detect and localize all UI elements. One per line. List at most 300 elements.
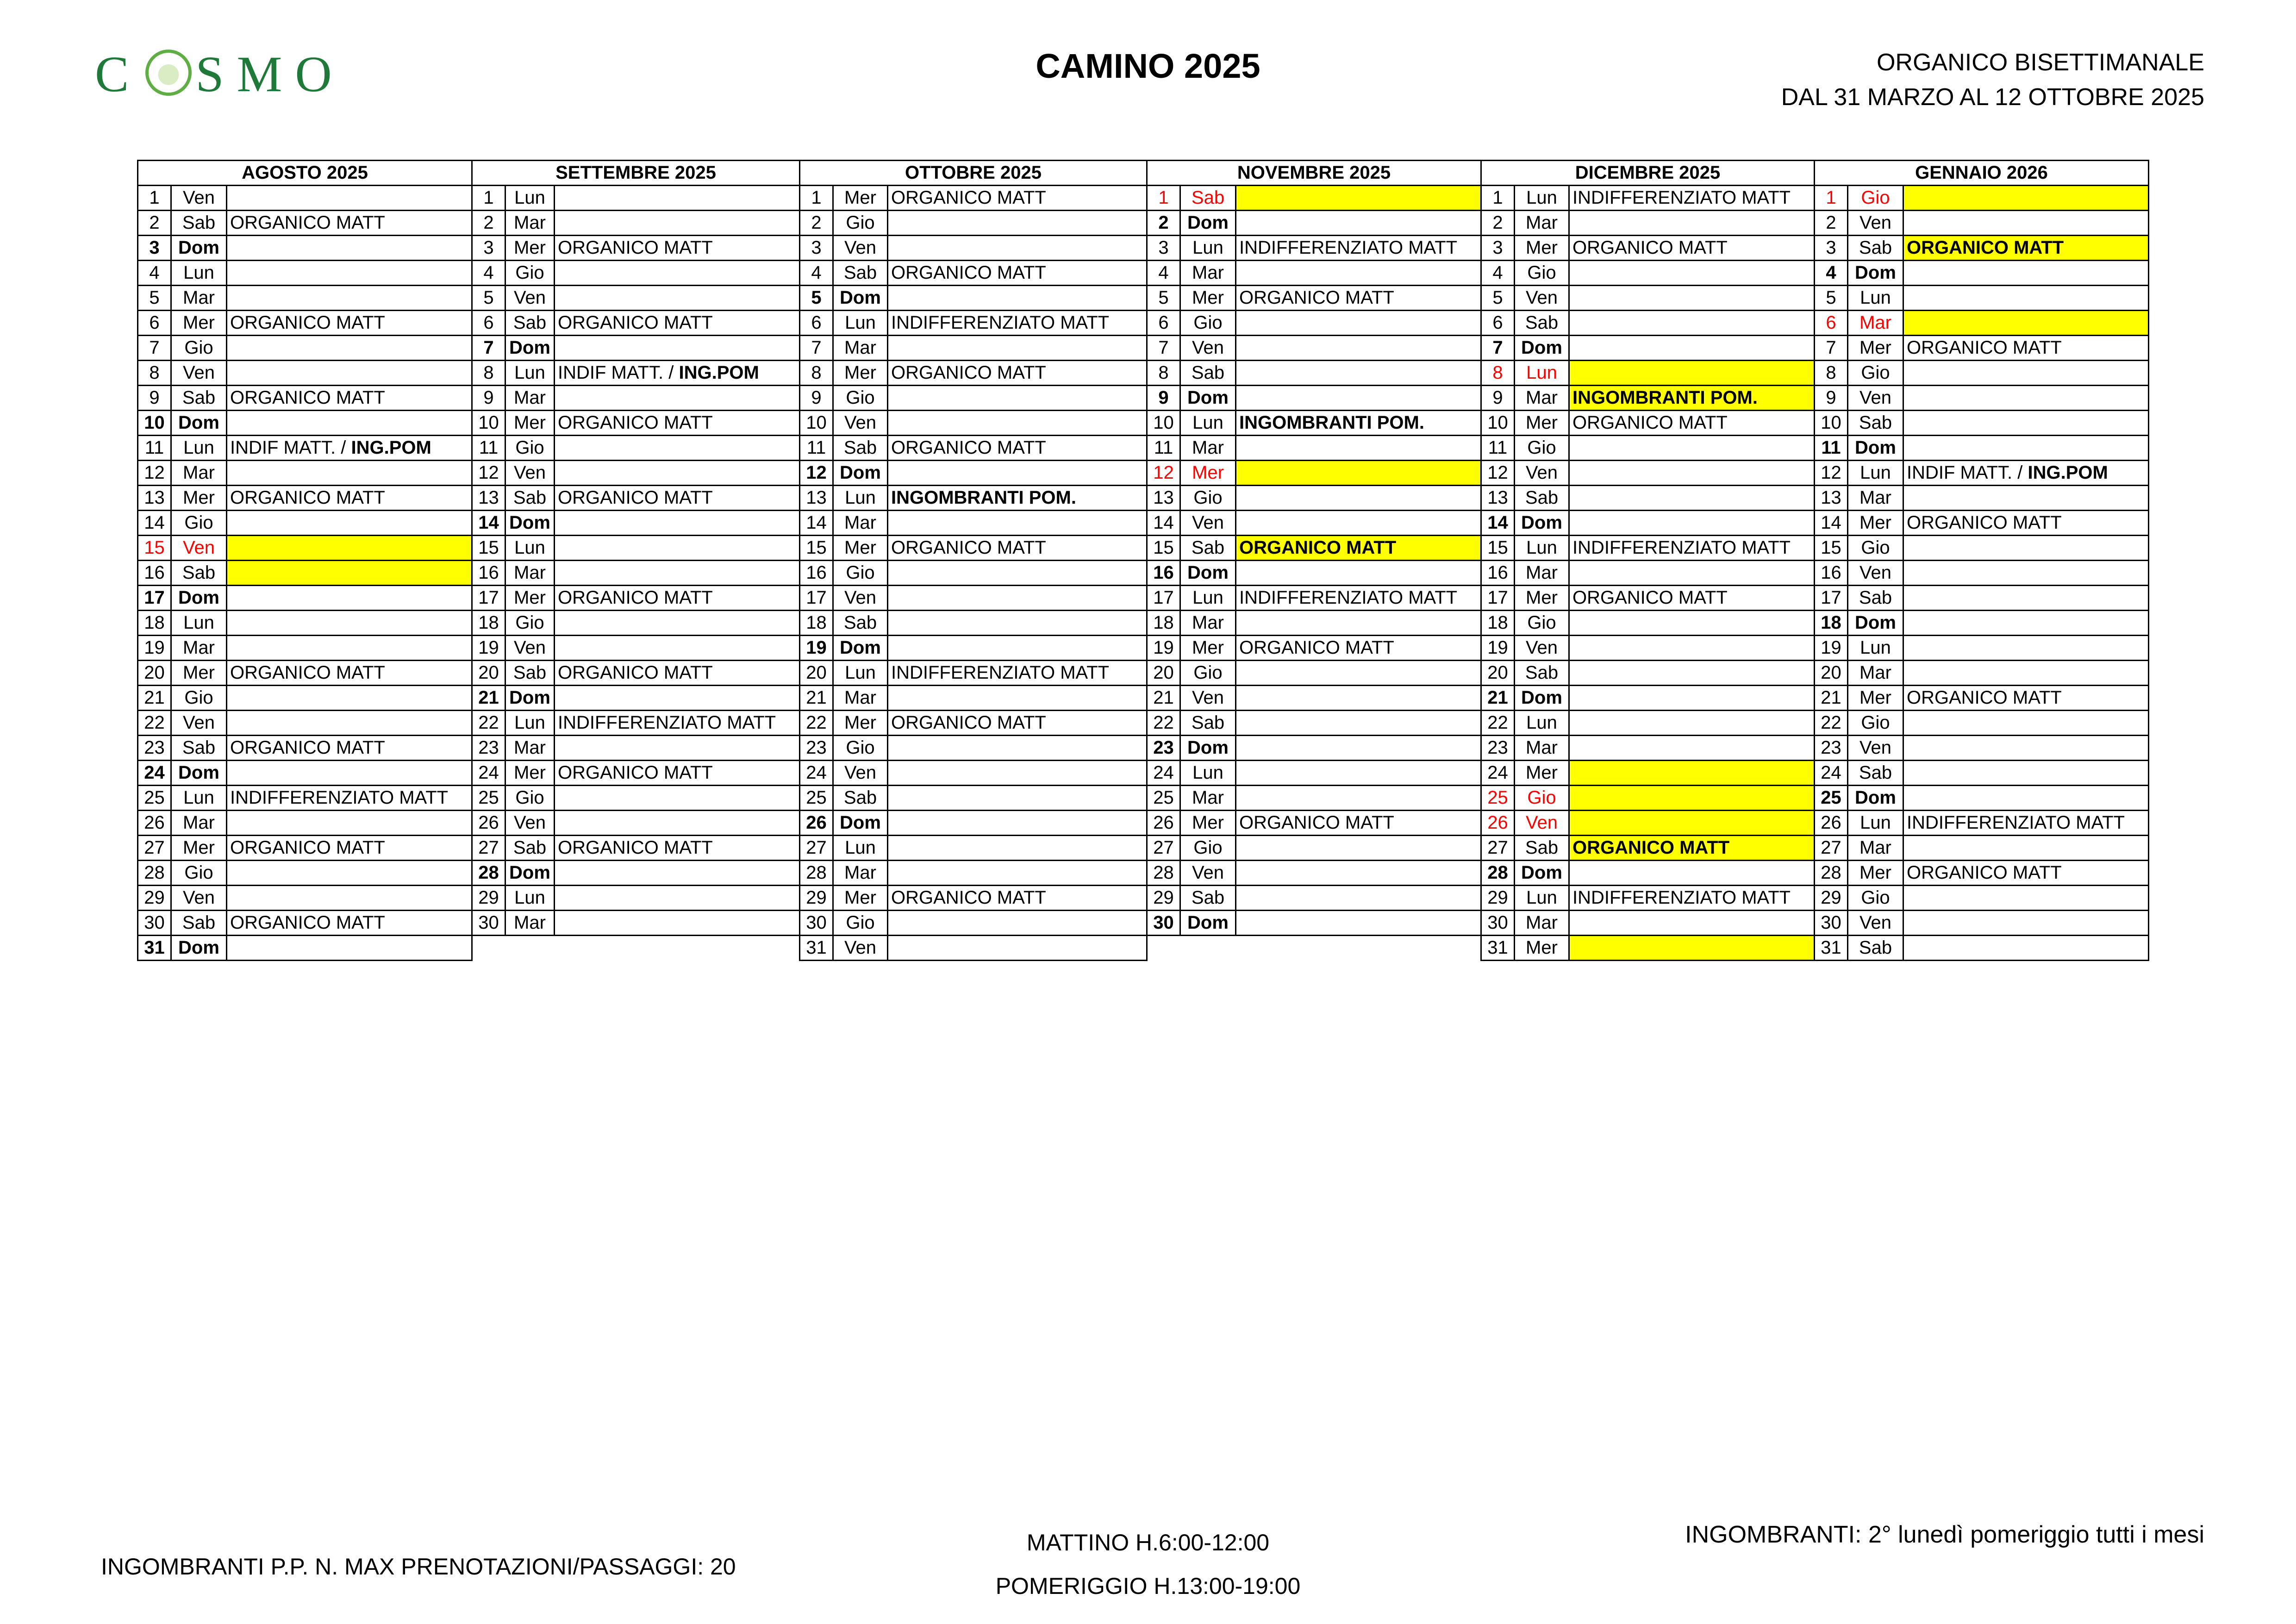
day-number: 24 bbox=[1815, 761, 1848, 786]
weekday: Sab bbox=[1848, 761, 1903, 786]
day-number: 31 bbox=[138, 936, 171, 961]
collection-type: ORGANICO MATT bbox=[891, 362, 1046, 383]
day-number: 23 bbox=[472, 736, 505, 761]
weekday: Sab bbox=[1848, 236, 1903, 261]
weekday: Sab bbox=[1180, 536, 1236, 561]
collection-cell bbox=[888, 336, 1147, 361]
collection-type: ORGANICO MATT bbox=[891, 887, 1046, 908]
day-number: 31 bbox=[1481, 936, 1515, 961]
day-number: 2 bbox=[800, 211, 833, 236]
collection-cell bbox=[888, 511, 1147, 536]
schedule-info bbox=[1781, 45, 2204, 115]
collection-cell bbox=[555, 411, 800, 436]
morning-hours: MATTINO H.6:00-12:00 bbox=[1026, 1530, 1270, 1555]
collection-cell bbox=[1236, 661, 1481, 686]
collection-cell bbox=[1903, 211, 2149, 236]
collection-cell bbox=[888, 261, 1147, 286]
table-row bbox=[138, 786, 2149, 811]
day-number: 17 bbox=[138, 586, 171, 611]
weekday: Ven bbox=[833, 586, 888, 611]
day-number: 25 bbox=[1147, 786, 1180, 811]
weekday: Sab bbox=[1180, 711, 1236, 736]
weekday: Mer bbox=[505, 586, 555, 611]
collection-cell bbox=[1236, 411, 1481, 436]
weekday: Ven bbox=[1848, 736, 1903, 761]
collection-cell bbox=[227, 936, 472, 961]
day-number: 3 bbox=[472, 236, 505, 261]
day-number: 13 bbox=[1815, 486, 1848, 511]
collection-type: ORGANICO MATT bbox=[1907, 687, 2062, 708]
collection-type: ORGANICO MATT bbox=[558, 762, 713, 783]
collection-cell bbox=[1236, 886, 1481, 911]
table-row bbox=[138, 936, 2149, 961]
weekday: Mer bbox=[1515, 236, 1569, 261]
weekday: Gio bbox=[505, 611, 555, 636]
weekday: Ven bbox=[1180, 511, 1236, 536]
day-number: 10 bbox=[1147, 411, 1180, 436]
day-number: 8 bbox=[1815, 361, 1848, 386]
table-row bbox=[138, 561, 2149, 586]
weekday: Mer bbox=[1848, 686, 1903, 711]
day-number: 9 bbox=[472, 386, 505, 411]
weekday: Sab bbox=[1515, 311, 1569, 336]
collection-type: ORGANICO MATT bbox=[1572, 837, 1730, 858]
collection-cell bbox=[1236, 336, 1481, 361]
collection-cell bbox=[1903, 411, 2149, 436]
collection-cell bbox=[1903, 661, 2149, 686]
collection-cell bbox=[1569, 636, 1815, 661]
day-number: 5 bbox=[472, 286, 505, 311]
day-number: 7 bbox=[1147, 336, 1180, 361]
day-number: 10 bbox=[800, 411, 833, 436]
collection-type: ORGANICO MATT bbox=[1907, 337, 2062, 358]
table-row bbox=[138, 186, 2149, 211]
collection-cell bbox=[227, 861, 472, 886]
table-row bbox=[138, 286, 2149, 311]
collection-type: ORGANICO MATT bbox=[558, 587, 713, 608]
weekday: Ven bbox=[505, 636, 555, 661]
collection-cell bbox=[1569, 586, 1815, 611]
weekday: Gio bbox=[1180, 661, 1236, 686]
collection-cell bbox=[888, 436, 1147, 461]
collection-cell bbox=[888, 461, 1147, 486]
day-number: 17 bbox=[1481, 586, 1515, 611]
day-number: 13 bbox=[472, 486, 505, 511]
collection-cell bbox=[1903, 486, 2149, 511]
weekday: Gio bbox=[833, 386, 888, 411]
collection-cell bbox=[888, 761, 1147, 786]
collection-cell bbox=[1236, 261, 1481, 286]
day-number: 1 bbox=[800, 186, 833, 211]
collection-cell bbox=[555, 311, 800, 336]
day-number: 25 bbox=[472, 786, 505, 811]
weekday: Lun bbox=[171, 436, 227, 461]
collection-cell bbox=[1569, 736, 1815, 761]
collection-type: INDIFFERENZIATO MATT bbox=[1239, 587, 1458, 608]
weekday: Dom bbox=[171, 586, 227, 611]
collection-cell bbox=[555, 886, 800, 911]
collection-cell bbox=[1236, 761, 1481, 786]
collection-cell bbox=[227, 361, 472, 386]
day-number: 26 bbox=[138, 811, 171, 836]
weekday: Gio bbox=[171, 511, 227, 536]
day-number: 3 bbox=[138, 236, 171, 261]
collection-cell bbox=[1569, 886, 1815, 911]
weekday: Sab bbox=[171, 736, 227, 761]
collection-cell bbox=[555, 261, 800, 286]
weekday: Dom bbox=[505, 686, 555, 711]
weekday: Mar bbox=[171, 811, 227, 836]
collection-cell bbox=[1236, 186, 1481, 211]
day-number: 28 bbox=[1815, 861, 1848, 886]
weekday: Dom bbox=[833, 286, 888, 311]
collection-cell bbox=[888, 661, 1147, 686]
weekday: Mer bbox=[1515, 761, 1569, 786]
table-row bbox=[138, 511, 2149, 536]
day-number: 23 bbox=[138, 736, 171, 761]
collection-type: ORGANICO MATT bbox=[558, 662, 713, 683]
weekday: Mer bbox=[505, 761, 555, 786]
day-number: 28 bbox=[138, 861, 171, 886]
collection-cell bbox=[227, 611, 472, 636]
collection-cell bbox=[227, 286, 472, 311]
collection-cell bbox=[555, 811, 800, 836]
collection-cell bbox=[227, 836, 472, 861]
day-number: 1 bbox=[1815, 186, 1848, 211]
collection-cell bbox=[227, 911, 472, 936]
weekday: Lun bbox=[833, 836, 888, 861]
weekday: Dom bbox=[1848, 436, 1903, 461]
collection-cell bbox=[1903, 536, 2149, 561]
weekday: Sab bbox=[505, 486, 555, 511]
day-number: 18 bbox=[138, 611, 171, 636]
day-number: 10 bbox=[138, 411, 171, 436]
day-number: 17 bbox=[1147, 586, 1180, 611]
collection-cell bbox=[555, 386, 800, 411]
collection-cell bbox=[888, 486, 1147, 511]
collection-cell bbox=[1236, 711, 1481, 736]
day-number: 21 bbox=[138, 686, 171, 711]
collection-cell bbox=[1569, 511, 1815, 536]
weekday: Dom bbox=[505, 861, 555, 886]
day-number: 7 bbox=[1481, 336, 1515, 361]
weekday: Mer bbox=[171, 486, 227, 511]
collection-cell bbox=[1569, 836, 1815, 861]
weekday: Dom bbox=[833, 636, 888, 661]
day-number: 5 bbox=[1481, 286, 1515, 311]
day-number: 23 bbox=[800, 736, 833, 761]
weekday: Mar bbox=[1180, 436, 1236, 461]
collection-cell bbox=[1903, 236, 2149, 261]
weekday: Sab bbox=[833, 786, 888, 811]
day-number: 11 bbox=[800, 436, 833, 461]
day-number: 6 bbox=[138, 311, 171, 336]
collection-cell bbox=[1236, 486, 1481, 511]
collection-cell bbox=[1569, 311, 1815, 336]
day-number: 9 bbox=[1147, 386, 1180, 411]
collection-cell bbox=[1569, 211, 1815, 236]
collection-cell bbox=[227, 736, 472, 761]
day-number: 8 bbox=[1481, 361, 1515, 386]
weekday: Dom bbox=[1515, 511, 1569, 536]
collection-type: INGOMBRANTI POM. bbox=[891, 487, 1076, 508]
day-number: 6 bbox=[1147, 311, 1180, 336]
collection-cell bbox=[1569, 611, 1815, 636]
day-number: 14 bbox=[1481, 511, 1515, 536]
weekday: Lun bbox=[505, 361, 555, 386]
day-number: 26 bbox=[1481, 811, 1515, 836]
collection-cell bbox=[1903, 386, 2149, 411]
day-number: 26 bbox=[1147, 811, 1180, 836]
day-number: 22 bbox=[1481, 711, 1515, 736]
collection-cell bbox=[1569, 361, 1815, 386]
collection-cell bbox=[1569, 811, 1815, 836]
collection-cell bbox=[227, 686, 472, 711]
weekday: Ven bbox=[505, 811, 555, 836]
collection-cell bbox=[555, 711, 800, 736]
day-number: 9 bbox=[800, 386, 833, 411]
day-number: 4 bbox=[1815, 261, 1848, 286]
weekday: Gio bbox=[1515, 436, 1569, 461]
day-number: 27 bbox=[472, 836, 505, 861]
day-number: 8 bbox=[472, 361, 505, 386]
weekday: Gio bbox=[833, 736, 888, 761]
collection-cell bbox=[1903, 186, 2149, 211]
collection-cell bbox=[1569, 286, 1815, 311]
day-number: 16 bbox=[472, 561, 505, 586]
weekday: Mar bbox=[1180, 611, 1236, 636]
day-number: 26 bbox=[472, 811, 505, 836]
day-number: 18 bbox=[1481, 611, 1515, 636]
collection-type: INGOMBRANTI POM. bbox=[1239, 412, 1424, 433]
collection-cell bbox=[1236, 786, 1481, 811]
day-number: 2 bbox=[472, 211, 505, 236]
collection-type: ORGANICO MATT bbox=[891, 437, 1046, 458]
collection-cell bbox=[227, 511, 472, 536]
collection-type: INGOMBRANTI POM. bbox=[1572, 387, 1758, 408]
day-number: 22 bbox=[1147, 711, 1180, 736]
weekday: Lun bbox=[833, 661, 888, 686]
collection-cell bbox=[1569, 386, 1815, 411]
day-number: 27 bbox=[1815, 836, 1848, 861]
collection-type: ORGANICO MATT bbox=[230, 662, 385, 683]
collection-cell bbox=[1236, 586, 1481, 611]
collection-cell bbox=[227, 186, 472, 211]
day-number: 4 bbox=[1481, 261, 1515, 286]
footer-bulky-note: INGOMBRANTI: 2° lunedì pomeriggio tutti i mesi bbox=[1685, 1521, 2204, 1548]
month-header: OTTOBRE 2025 bbox=[800, 161, 1147, 186]
weekday: Lun bbox=[505, 536, 555, 561]
weekday: Gio bbox=[833, 911, 888, 936]
weekday: Dom bbox=[1180, 211, 1236, 236]
weekday: Ven bbox=[171, 186, 227, 211]
day-number: 23 bbox=[1481, 736, 1515, 761]
collection-cell bbox=[888, 636, 1147, 661]
collection-cell bbox=[555, 211, 800, 236]
weekday: Ven bbox=[171, 886, 227, 911]
day-number: 29 bbox=[138, 886, 171, 911]
table-row bbox=[138, 736, 2149, 761]
day-number: 19 bbox=[1147, 636, 1180, 661]
day-number: 13 bbox=[1481, 486, 1515, 511]
day-number: 22 bbox=[138, 711, 171, 736]
weekday: Lun bbox=[1180, 586, 1236, 611]
table-row bbox=[138, 336, 2149, 361]
day-number: 10 bbox=[1815, 411, 1848, 436]
day-number: 25 bbox=[1481, 786, 1515, 811]
weekday: Gio bbox=[1848, 536, 1903, 561]
collection-cell bbox=[1569, 536, 1815, 561]
weekday: Ven bbox=[505, 461, 555, 486]
weekday: Mar bbox=[1848, 486, 1903, 511]
collection-cell bbox=[1903, 811, 2149, 836]
collection-cell bbox=[1569, 786, 1815, 811]
weekday: Mar bbox=[1515, 211, 1569, 236]
collection-cell bbox=[1903, 336, 2149, 361]
table-row bbox=[138, 411, 2149, 436]
weekday: Sab bbox=[171, 211, 227, 236]
weekday: Dom bbox=[1515, 861, 1569, 886]
collection-cell bbox=[1569, 686, 1815, 711]
collection-cell bbox=[555, 861, 800, 886]
collection-cell bbox=[1236, 311, 1481, 336]
weekday: Ven bbox=[1848, 386, 1903, 411]
weekday: Gio bbox=[1848, 186, 1903, 211]
logo-text: C SMO bbox=[95, 46, 345, 102]
weekday: Lun bbox=[1515, 186, 1569, 211]
day-number: 8 bbox=[1147, 361, 1180, 386]
page-title: CAMINO 2025 bbox=[1036, 47, 1260, 85]
day-number: 15 bbox=[1815, 536, 1848, 561]
weekday: Mer bbox=[833, 361, 888, 386]
weekday: Gio bbox=[1848, 711, 1903, 736]
collection-cell bbox=[227, 411, 472, 436]
weekday: Mar bbox=[1180, 261, 1236, 286]
day-number: 12 bbox=[138, 461, 171, 486]
weekday: Mer bbox=[1848, 336, 1903, 361]
weekday: Mer bbox=[1515, 936, 1569, 961]
day-number: 7 bbox=[472, 336, 505, 361]
collection-cell bbox=[1236, 436, 1481, 461]
day-number: 2 bbox=[1481, 211, 1515, 236]
day-number: 3 bbox=[800, 236, 833, 261]
day-number: 10 bbox=[1481, 411, 1515, 436]
collection-cell bbox=[227, 236, 472, 261]
collection-cell bbox=[888, 686, 1147, 711]
day-number: 21 bbox=[1481, 686, 1515, 711]
day-number: 29 bbox=[1815, 886, 1848, 911]
day-number: 12 bbox=[800, 461, 833, 486]
weekday: Dom bbox=[1515, 686, 1569, 711]
day-number: 16 bbox=[1147, 561, 1180, 586]
day-number: 29 bbox=[472, 886, 505, 911]
weekday: Lun bbox=[1180, 236, 1236, 261]
collection-type: ORGANICO MATT bbox=[230, 212, 385, 233]
month-header: NOVEMBRE 2025 bbox=[1147, 161, 1481, 186]
weekday: Ven bbox=[1515, 636, 1569, 661]
weekday: Dom bbox=[1515, 336, 1569, 361]
collection-cell bbox=[555, 561, 800, 586]
collection-type: ORGANICO MATT bbox=[1572, 412, 1728, 433]
collection-cell bbox=[1236, 286, 1481, 311]
day-number: 16 bbox=[1815, 561, 1848, 586]
collection-cell bbox=[227, 261, 472, 286]
collection-type: ORGANICO MATT bbox=[1239, 812, 1394, 833]
day-number: 7 bbox=[800, 336, 833, 361]
weekday: Mar bbox=[1515, 386, 1569, 411]
collection-type: ORGANICO MATT bbox=[891, 262, 1046, 283]
day-number: 12 bbox=[1815, 461, 1848, 486]
weekday: Sab bbox=[1180, 186, 1236, 211]
collection-cell bbox=[888, 836, 1147, 861]
collection-type: ORGANICO MATT bbox=[891, 712, 1046, 733]
collection-cell bbox=[888, 211, 1147, 236]
weekday: Lun bbox=[505, 886, 555, 911]
collection-cell bbox=[1236, 836, 1481, 861]
weekday: Mer bbox=[1848, 511, 1903, 536]
day-number: 23 bbox=[1815, 736, 1848, 761]
weekday: Dom bbox=[171, 761, 227, 786]
weekday: Mer bbox=[1180, 636, 1236, 661]
collection-cell bbox=[888, 911, 1147, 936]
weekday: Mar bbox=[833, 511, 888, 536]
weekday: Lun bbox=[1848, 811, 1903, 836]
weekday: Mer bbox=[171, 661, 227, 686]
month-header: SETTEMBRE 2025 bbox=[472, 161, 800, 186]
collection-cell bbox=[888, 311, 1147, 336]
collection-cell bbox=[1569, 261, 1815, 286]
collection-type: INDIFFERENZIATO MATT bbox=[1239, 237, 1458, 258]
collection-type: ORGANICO MATT bbox=[558, 237, 713, 258]
collection-cell bbox=[227, 386, 472, 411]
collection-type: ORGANICO MATT bbox=[1572, 587, 1728, 608]
collection-cell bbox=[227, 336, 472, 361]
weekday: Ven bbox=[1848, 561, 1903, 586]
weekday: Sab bbox=[505, 836, 555, 861]
collection-type: ORGANICO MATT bbox=[230, 912, 385, 933]
collection-cell bbox=[555, 336, 800, 361]
collection-cell bbox=[555, 186, 800, 211]
collection-cell bbox=[1903, 636, 2149, 661]
collection-cell bbox=[227, 211, 472, 236]
collection-cell bbox=[1903, 936, 2149, 961]
weekday: Sab bbox=[505, 311, 555, 336]
collection-cell bbox=[1903, 586, 2149, 611]
table-row bbox=[138, 686, 2149, 711]
weekday: Lun bbox=[505, 186, 555, 211]
weekday: Sab bbox=[1515, 836, 1569, 861]
day-number: 14 bbox=[472, 511, 505, 536]
table-row bbox=[138, 861, 2149, 886]
collection-type: ORGANICO MATT bbox=[558, 412, 713, 433]
day-number: 11 bbox=[472, 436, 505, 461]
day-number: 15 bbox=[1481, 536, 1515, 561]
day-number: 22 bbox=[1815, 711, 1848, 736]
day-number: 13 bbox=[138, 486, 171, 511]
day-number: 6 bbox=[472, 311, 505, 336]
day-number: 6 bbox=[1815, 311, 1848, 336]
collection-cell bbox=[1236, 561, 1481, 586]
day-number: 20 bbox=[138, 661, 171, 686]
collection-cell bbox=[555, 586, 800, 611]
day-number: 18 bbox=[1815, 611, 1848, 636]
collection-type: ORGANICO MATT bbox=[1907, 512, 2062, 533]
table-row bbox=[138, 461, 2149, 486]
day-number: 26 bbox=[1815, 811, 1848, 836]
collection-cell bbox=[227, 586, 472, 611]
day-number: 27 bbox=[1147, 836, 1180, 861]
weekday: Mer bbox=[833, 536, 888, 561]
